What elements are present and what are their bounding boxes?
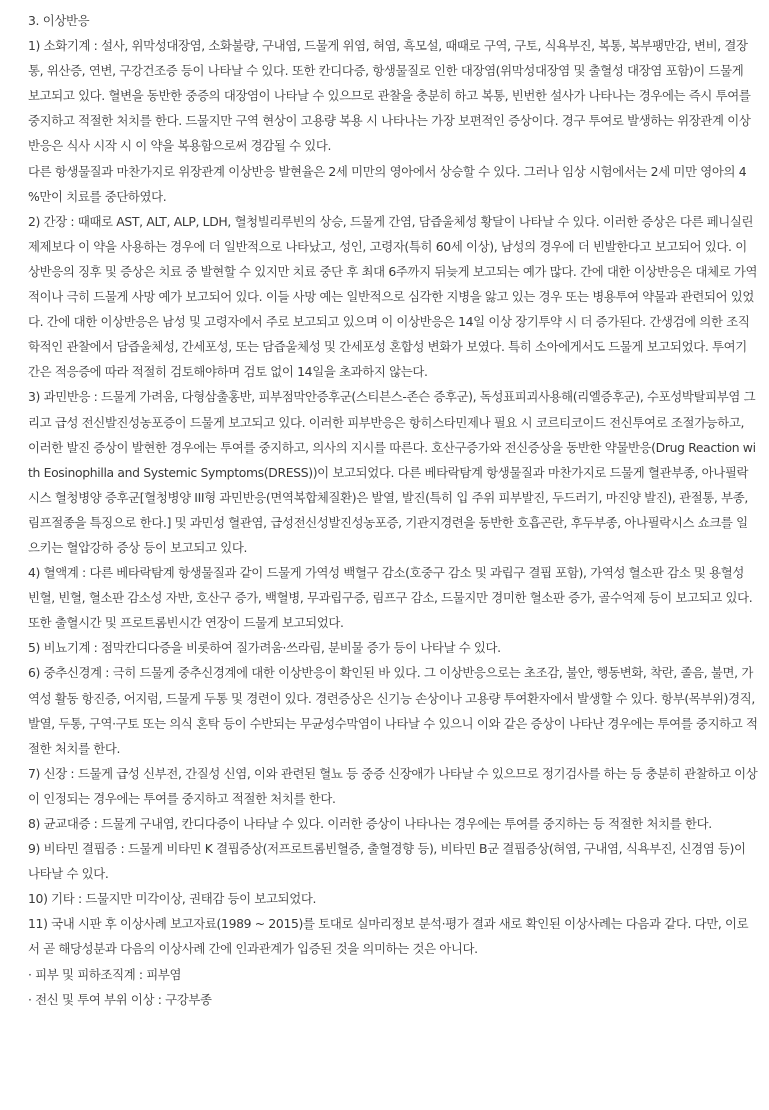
paragraph-gastrointestinal: 1) 소화기계 : 설사, 위막성대장염, 소화불량, 구내염, 드물게 위염, 혀염, 흑모설, 때때로 구역, 구토, 식욕부진, 복통, 복부팽만감, 변비, 결장통, 위산증, 연변, 구강건조증 등이 나타날 수 있다. 또한 칸디다증, 항생물질로 인한 대장염(위막성대장염 및 출혈성 대장염 포함)이 드물게 보고되고 있다. 혈변을 동반한 중증의 대장염이 나타날 수 있으므로 관찰을 충분히 하고 복통, 빈번한 설사가 나타나는 경우에는 즉시 투여를 중지하고 적절한 처치를 한다. 드물지만 구역 현상이 고용량 복용 시 나타나는 가장 보편적인 증상이다. 경구 투여로 발생하는 위장관계 이상반응은 식사 시작 시 이 약을 복용함으로써 경감될 수 있다.	[28, 38, 751, 154]
list-item-skin: · 피부 및 피하조직계 : 피부염	[28, 966, 182, 982]
paragraph-liver: 2) 간장 : 때때로 AST, ALT, ALP, LDH, 혈청빌리루빈의 상승, 드물게 간염, 담즙울체성 황달이 나타날 수 있다. 이러한 증상은 다른 페니실린 제제보다 이 약을 사용하는 경우에 더 일반적으로 나타났고, 성인, 고령자(특히 60세 이상), 남성의 경우에 더 빈발한다고 보고되어 있다. 이상반응의 징후 및 증상은 치료 중 발현할 수 있지만 치료 중단 후 최대 6주까지 뒤늦게 보고되는 예가 많다. 간에 대한 이상반응은 대체로 가역적이나 극히 드물게 사망 예가 보고되어 있다. 이들 사망 예는 일반적으로 심각한 지병을 앓고 있는 경우 또는 병용투여 약물과 관련되어 있었다. 간에 대한 이상반응은 남성 및 고령자에서 주로 보고되고 있으며 이 이상반응은 14일 이상 장기투약 시 더 증가된다. 간생검에 의한 조직학적인 관찰에서 담즙울체성, 간세포성, 또는 담즙울체성 및 간세포성 혼합성 변화가 보였다. 특히 소아에게서도 드물게 보고되었다. 투여기간은 적응증에 따라 적절히 검토해야하며 검토 없이 14일을 초과하지 않는다.	[28, 213, 758, 380]
paragraph-blood: 4) 혈액계 : 다른 베타락탐계 항생물질과 같이 드물게 가역성 백혈구 감소(호중구 감소 및 과립구 결핍 포함), 가역성 혈소판 감소 및 용혈성 빈혈, 빈혈, 혈소판 감소성 자반, 호산구 증가, 백혈병, 무과립구증, 림프구 감소, 드물지만 경미한 혈소판 증가, 골수억제 등이 보고되고 있다. 또한 출혈시간 및 프로트롬빈시간 연장이 드물게 보고되었다.	[28, 565, 753, 631]
paragraph-hypersensitivity: 3) 과민반응 : 드물게 가려움, 다형삼출홍반, 피부점막안증후군(스티븐스-존슨 증후군), 독성표피괴사용해(리엘증후군), 수포성박탈피부염 그리고 급성 전신발진성농포증이 드물게 보고되고 있다. 이러한 피부반응은 항히스타민제나 필요 시 코르티코이드 전신투여로 조절가능하고, 이러한 발진 증상이 발현한 경우에는 투여를 중지하고, 의사의 지시를 따른다. 호산구증가와 전신증상을 동반한 약물반응(Drug Reaction with Eosinophilla and Systemic Symptoms(DRESS))이 보고되었다. 다른 베타락탐계 항생물질과 마찬가지로 드물게 혈관부종, 아나필락시스 혈청병양 증후군[혈청병양 III형 과민반응(면역복합체질환)은 발열, 발진(특히 입 주위 피부발진, 두드러기, 마진양 발진), 관절통, 부종, 림프절종을 특징으로 한다.] 및 과민성 혈관염, 급성전신성발진성농포증, 기관지경련을 동반한 호흡곤란, 후두부종, 아나필락시스 쇼크를 일으키는 혈압강하 증상 등이 보고되고 있다.	[28, 389, 756, 555]
section-heading: 3. 이상반응	[28, 13, 90, 28]
paragraph-kidney: 7) 신장 : 드물게 급성 신부전, 간질성 신염, 이와 관련된 혈뇨 등 중증 신장애가 나타날 수 있으므로 정기검사를 하는 등 충분히 관찰하고 이상이 인정되는 경우에는 투여를 중지하고 적절한 처치를 한다.	[28, 765, 758, 806]
paragraph-cns: 6) 중추신경계 : 극히 드물게 중추신경계에 대한 이상반응이 확인된 바 있다. 그 이상반응으로는 초조감, 불안, 행동변화, 착란, 졸음, 불면, 가역성 활동 항진증, 어지럼, 드물게 두통 및 경련이 있다. 경련증상은 신기능 손상이나 고용량 투여환자에서 발생할 수 있다. 항부(목부위)경직, 발열, 두통, 구역·구토 또는 의식 혼탁 등이 수반되는 무균성수막염이 나타날 수 있으니 이와 같은 증상이 나타난 경우에는 투여를 중지하고 적절한 처치를 한다.	[28, 665, 758, 756]
list-item-systemic: · 전신 및 투여 부위 이상 : 구강부종	[28, 991, 212, 1007]
paragraph-gastrointestinal-infants: 다른 항생물질과 마찬가지로 위장관계 이상반응 발현율은 2세 미만의 영아에서 상승할 수 있다. 그러나 임상 시험에서는 2세 미만 영아의 4 %만이 치료를 중단하였다.	[28, 163, 747, 204]
paragraph-superinfection: 8) 균교대증 : 드물게 구내염, 칸디다증이 나타날 수 있다. 이러한 증상이 나타나는 경우에는 투여를 중지하는 등 적절한 처치를 한다.	[28, 816, 712, 831]
paragraph-postmarketing: 11) 국내 시판 후 이상사례 보고자료(1989 ~ 2015)를 토대로 실마리정보 분석·평가 결과 새로 확인된 이상사례는 다음과 같다. 다만, 이로서 곧 해당성분과 다음의 이상사례 간에 인과관계가 입증된 것을 의미하는 것은 아니다.	[28, 916, 749, 957]
paragraph-urogenital: 5) 비뇨기계 : 점막칸디다증을 비롯하여 질가려움·쓰라림, 분비물 증가 등이 나타날 수 있다.	[28, 640, 501, 656]
paragraph-other: 10) 기타 : 드물지만 미각이상, 권태감 등이 보고되었다.	[28, 891, 317, 907]
paragraph-vitamin-deficiency: 9) 비타민 결핍증 : 드물게 비타민 K 결핍증상(저프로트롬빈혈증, 출혈경향 등), 비타민 B군 결핍증상(혀염, 구내염, 식욕부진, 신경염 등)이 나타날 수 있다.	[28, 841, 746, 882]
